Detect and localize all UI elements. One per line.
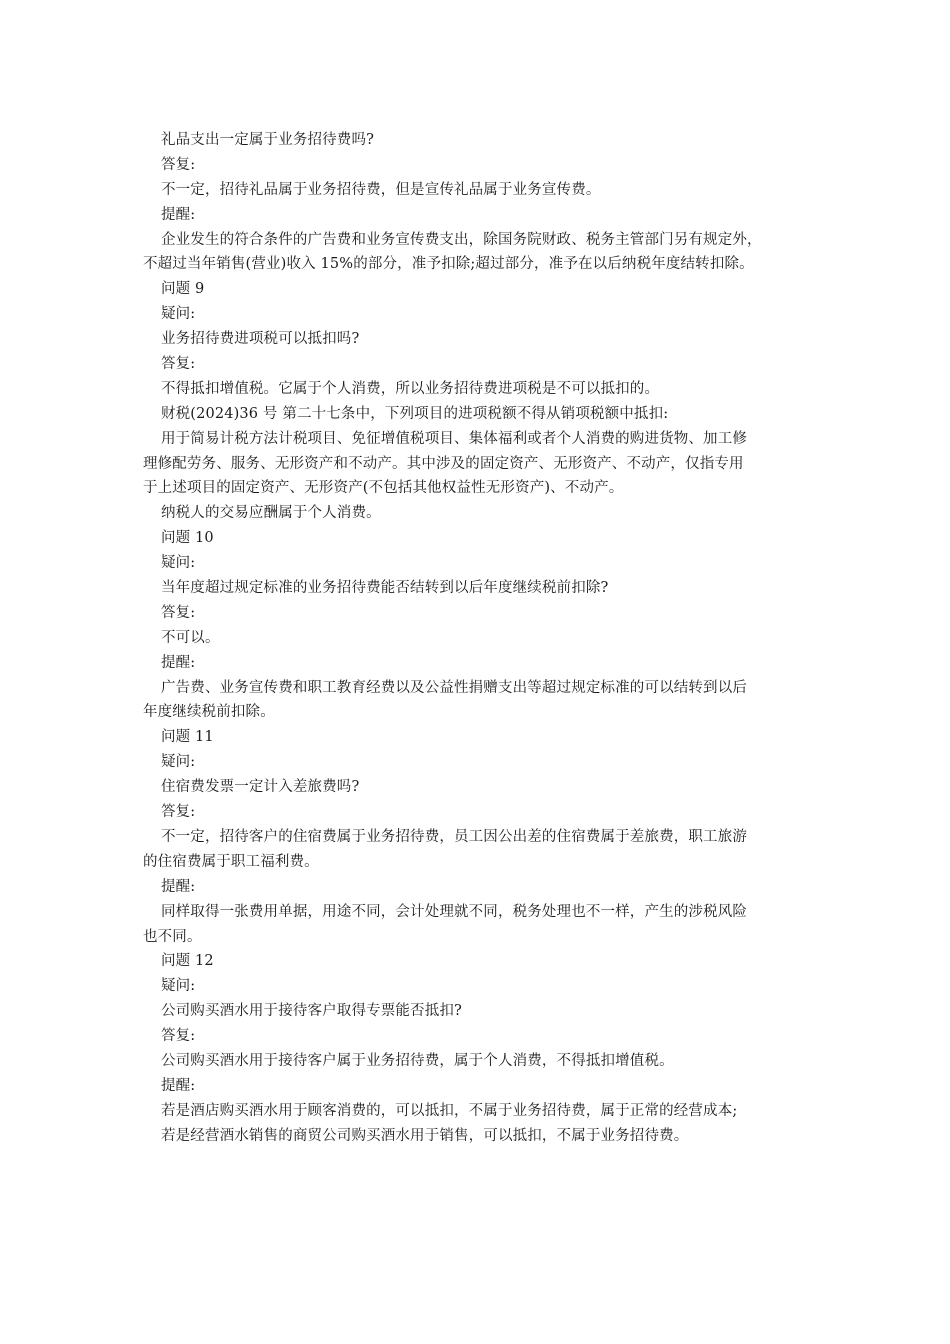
text-line: 不超过当年销售(营业)收入 15%的部分，准予扣除;超过部分，准予在以后纳税年度结转扣除。 [143,256,754,273]
text-line: 住宿费发票一定计入差旅费吗? [161,779,360,796]
text-line: 财税(2024)36 号 第二十七条中，下列项目的进项税额不得从销项税额中抵扣: [161,405,669,422]
text-line: 不一定，招待礼品属于业务招待费，但是宣传礼品属于业务宣传费。 [161,181,601,198]
text-line: 疑问: [161,306,196,323]
text-line: 问题 11 [161,729,214,746]
text-line: 用于简易计税方法计税项目、免征增值税项目、集体福利或者个人消费的购进货物、加工修 [161,430,747,447]
text-line: 公司购买酒水用于接待客户属于业务招待费，属于个人消费，不得抵扣增值税。 [161,1052,674,1069]
text-line: 疑问: [161,754,196,771]
text-line: 问题 12 [161,953,214,970]
text-line: 也不同。 [143,928,202,945]
text-line: 企业发生的符合条件的广告费和业务宣传费支出，除国务院财政、税务主管部门另有规定外， [161,231,762,248]
text-line: 提醒: [161,206,196,223]
text-line: 当年度超过规定标准的业务招待费能否结转到以后年度继续税前扣除? [161,580,609,597]
text-line: 年度继续税前扣除。 [143,704,275,721]
text-line: 疑问: [161,555,196,572]
text-line: 提醒: [161,1077,196,1094]
text-line: 业务招待费进项税可以抵扣吗? [161,331,360,348]
text-line: 公司购买酒水用于接待客户取得专票能否抵扣? [161,1003,462,1020]
text-line: 的住宿费属于职工福利费。 [143,853,319,870]
text-line: 答复: [161,604,196,621]
text-line: 理修配劳务、服务、无形资产和不动产。其中涉及的固定资产、无形资产、不动产，仅指专用 [143,455,744,472]
text-line: 不一定，招待客户的住宿费属于业务招待费，员工因公出差的住宿费属于差旅费，职工旅游 [161,828,747,845]
text-line: 疑问: [161,978,196,995]
text-line: 答复: [161,804,196,821]
text-line: 提醒: [161,654,196,671]
text-line: 问题 9 [161,281,205,298]
text-line: 若是经营酒水销售的商贸公司购买酒水用于销售，可以抵扣，不属于业务招待费。 [161,1127,689,1144]
text-line: 答复: [161,156,196,173]
text-line: 若是酒店购买酒水用于顾客消费的，可以抵扣，不属于业务招待费，属于正常的经营成本; [161,1102,738,1119]
text-line: 答复: [161,356,196,373]
document-body [143,128,807,1149]
text-line: 于上述项目的固定资产、无形资产(不包括其他权益性无形资产)、不动产。 [143,480,624,497]
text-line: 纳税人的交易应酬属于个人消费。 [161,505,381,522]
text-line: 答复: [161,1028,196,1045]
text-line: 广告费、业务宣传费和职工教育经费以及公益性捐赠支出等超过规定标准的可以结转到以后 [161,679,747,696]
text-line: 不可以。 [161,629,220,646]
text-line: 不得抵扣增值税。它属于个人消费，所以业务招待费进项税是不可以抵扣的。 [161,380,660,397]
text-line: 同样取得一张费用单据，用途不同，会计处理就不同，税务处理也不一样，产生的涉税风险 [161,903,747,920]
text-line: 提醒: [161,878,196,895]
text-line: 礼品支出一定属于业务招待费吗? [161,132,375,148]
text-line: 问题 10 [161,530,214,547]
